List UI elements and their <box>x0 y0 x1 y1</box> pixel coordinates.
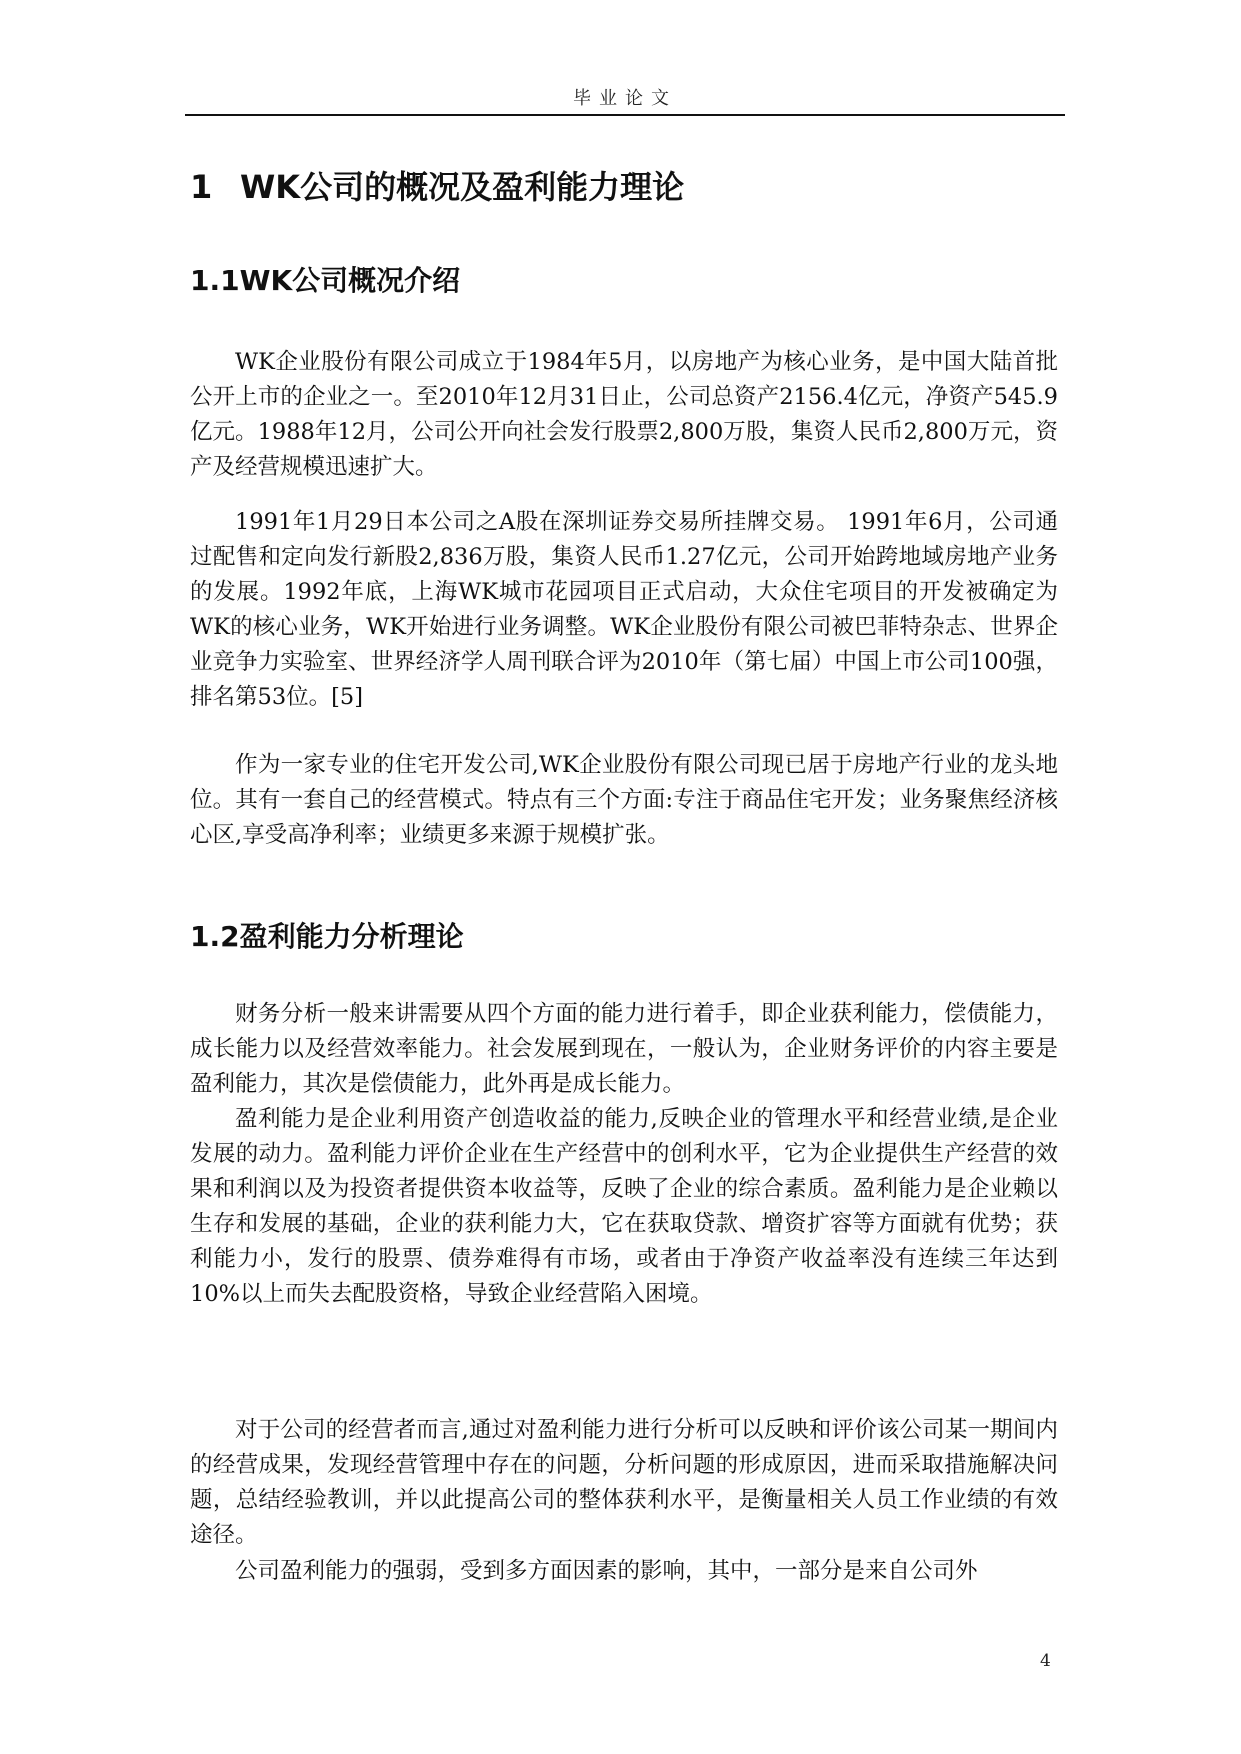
paragraph: WK企业股份有限公司成立于1984年5月，以房地产为核心业务，是中国大陆首批公开上市的企业之一。至2010年12月31日止，公司总资产2156.4亿元，净资产545.9亿元。1988年12月，公司公开向社会发行股票2,800万股，集资人民币2,800万元，资产及经营规模迅速扩大。 <box>190 349 1058 480</box>
paragraph: 1991年1月29日本公司之A股在深圳证券交易所挂牌交易。 1991年6月，公司通过配售和定向发行新股2,836万股，集资人民币1.27亿元，公司开始跨地域房地产业务的发展。1992年底，上海WK城市花园项目正式启动，大众住宅项目的开发被确定为WK的核心业务，WK开始进行业务调整。WK企业股份有限公司被巴菲特杂志、世界企业竞争力实验室、世界经济学人周刊联合评为2010年（第七届）中国上市公司100强，排名第53位。[5] <box>190 509 1058 710</box>
paragraph: 公司盈利能力的强弱，受到多方面因素的影响，其中，一部分是来自公司外 <box>235 1558 978 1584</box>
paragraph: 作为一家专业的住宅开发公司,WK企业股份有限公司现已居于房地产行业的龙头地位。其有一套自己的经营模式。特点有三个方面:专注于商品住宅开发；业务聚焦经济核心区,享受高净利率；业绩更多来源于规模扩张。 <box>190 752 1058 848</box>
running-header: 毕业论文 <box>573 88 677 109</box>
section-title-1-2: 1.2盈利能力分析理论 <box>190 920 464 953</box>
chapter-number: 1 <box>190 168 213 206</box>
chapter-title <box>190 162 684 208</box>
header-rule <box>185 114 1065 116</box>
paragraph: 财务分析一般来讲需要从四个方面的能力进行着手，即企业获利能力，偿债能力，成长能力以及经营效率能力。社会发展到现在，一般认为，企业财务评价的内容主要是盈利能力，其次是偿债能力，此外再是成长能力。 <box>190 1001 1058 1097</box>
chapter-title-text: WK公司的概况及盈利能力理论 <box>240 168 685 206</box>
page-number: 4 <box>1040 1651 1051 1671</box>
section-title-1-1: 1.1WK公司概况介绍 <box>190 264 461 297</box>
paragraph: 盈利能力是企业利用资产创造收益的能力,反映企业的管理水平和经营业绩,是企业发展的动力。盈利能力评价企业在生产经营中的创利水平，它为企业提供生产经营的效果和利润以及为投资者提供资本收益等，反映了企业的综合素质。盈利能力是企业赖以生存和发展的基础，企业的获利能力大，它在获取贷款、增资扩容等方面就有优势；获利能力小，发行的股票、债券难得有市场，或者由于净资产收益率没有连续三年达到10%以上而失去配股资格，导致企业经营陷入困境。 <box>190 1106 1058 1307</box>
paragraph: 对于公司的经营者而言,通过对盈利能力进行分析可以反映和评价该公司某一期间内的经营成果，发现经营管理中存在的问题，分析问题的形成原因，进而采取措施解决问题，总结经验教训，并以此提高公司的整体获利水平，是衡量相关人员工作业绩的有效途径。 <box>190 1417 1058 1548</box>
